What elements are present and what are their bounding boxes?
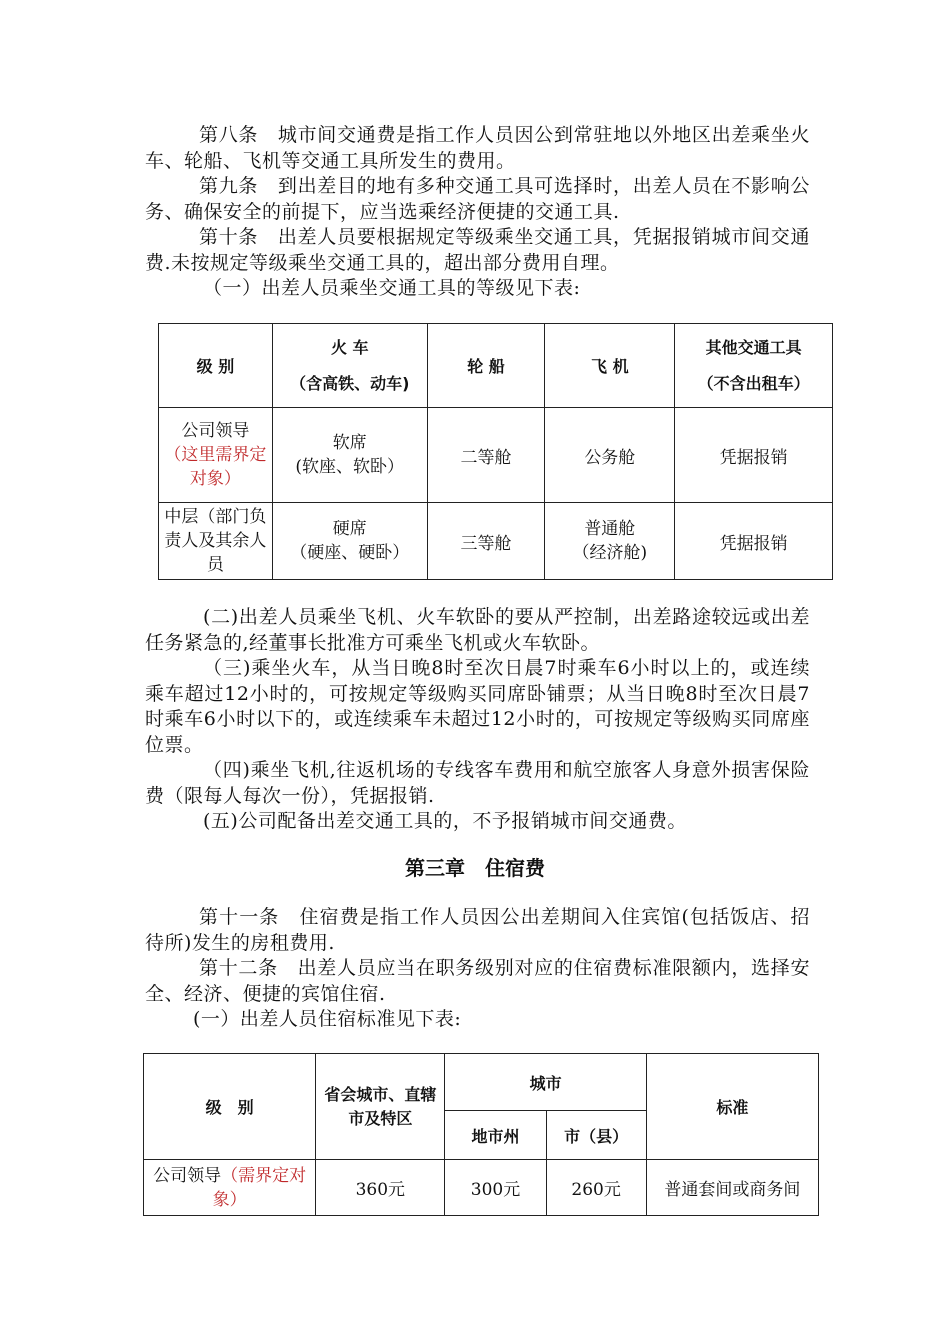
level-cell: 中层（部门负责人及其余人员 (159, 503, 273, 580)
article-10-item-3: （三)乘坐火车，从当日晚8时至次日晨7时乘车6小时以上的，或连续乘车超过12小时的，可按规定等级购买同席卧铺票；从当日晚8时至次日晨7时乘车6小时以下的，或连续乘车未超过12小时的，可按规定等级购买同席座位票。 (145, 657, 810, 756)
provincial-cell: 360元 (316, 1160, 445, 1216)
ship-cell: 三等舱 (427, 503, 545, 580)
table-header-row (159, 324, 833, 408)
plane-cell: 公务舱 (545, 408, 675, 503)
header-city: 城市 (445, 1054, 646, 1111)
article-9: 第九条 到出差目的地有多种交通工具可选择时，出差人员在不影响公务、确保安全的前提下，应当选乘经济便捷的交通工具. (145, 175, 810, 223)
header-level: 级 别 (144, 1054, 316, 1160)
header-plane: 飞 机 (545, 324, 675, 408)
table-row (159, 408, 833, 503)
level-cell: 公司领导 （这里需界定对象） (159, 408, 273, 503)
standard-cell: 普通套间或商务间 (646, 1160, 818, 1216)
header-provincial: 省会城市、直辖市及特区 (316, 1054, 445, 1160)
article-10-item-4: （四)乘坐飞机,往返机场的专线客车费用和航空旅客人身意外损害保险费（限每人每次一份），凭据报销. (145, 759, 810, 807)
table-header-row (144, 1054, 819, 1111)
article-12-item-1: (一）出差人员住宿标准见下表: (193, 1008, 462, 1030)
header-ship: 轮 船 (427, 324, 545, 408)
lodging-standard-table (143, 1053, 819, 1216)
article-10: 第十条 出差人员要根据规定等级乘坐交通工具，凭据报销城市间交通费.未按规定等级乘坐交通工具的，超出部分费用自理。 (145, 226, 810, 274)
header-prefecture: 地市州 (445, 1111, 546, 1160)
train-cell: 硬席 （硬座、硬卧） (272, 503, 427, 580)
train-cell: 软席 (软座、软卧） (272, 408, 427, 503)
other-cell: 凭据报销 (675, 503, 833, 580)
header-county: 市（县） (546, 1111, 646, 1160)
transport-level-table (158, 323, 833, 580)
article-11: 第十一条 住宿费是指工作人员因公出差期间入住宾馆(包括饭店、招待所)发生的房租费用. (145, 906, 810, 954)
article-8: 第八条 城市间交通费是指工作人员因公到常驻地以外地区出差乘坐火车、轮船、飞机等交通工具所发生的费用。 (145, 124, 810, 172)
article-10-item-5: (五)公司配备出差交通工具的，不予报销城市间交通费。 (203, 810, 687, 832)
level-cell: 公司领导（需界定对象） (144, 1160, 316, 1216)
prefecture-cell: 300元 (445, 1160, 546, 1216)
header-standard: 标准 (646, 1054, 818, 1160)
header-level: 级 别 (159, 324, 273, 408)
article-10-item-2: (二)出差人员乘坐飞机、火车软卧的要从严控制，出差路途较远或出差任务紧急的,经董事长批准方可乘坐飞机或火车软卧。 (145, 606, 810, 654)
header-train: 火 车 （含高铁、动车) (272, 324, 427, 408)
table-row (159, 503, 833, 580)
article-10-item-1: （一）出差人员乘坐交通工具的等级见下表: (203, 277, 581, 299)
table-row (144, 1160, 819, 1216)
header-other: 其他交通工具 （不含出租车） (675, 324, 833, 408)
other-cell: 凭据报销 (675, 408, 833, 503)
ship-cell: 二等舱 (427, 408, 545, 503)
article-12: 第十二条 出差人员应当在职务级别对应的住宿费标准限额内，选择安全、经济、便捷的宾馆住宿. (145, 957, 810, 1005)
plane-cell: 普通舱 （经济舱) (545, 503, 675, 580)
county-cell: 260元 (546, 1160, 646, 1216)
chapter-title: 第三章 住宿费 (405, 856, 545, 880)
